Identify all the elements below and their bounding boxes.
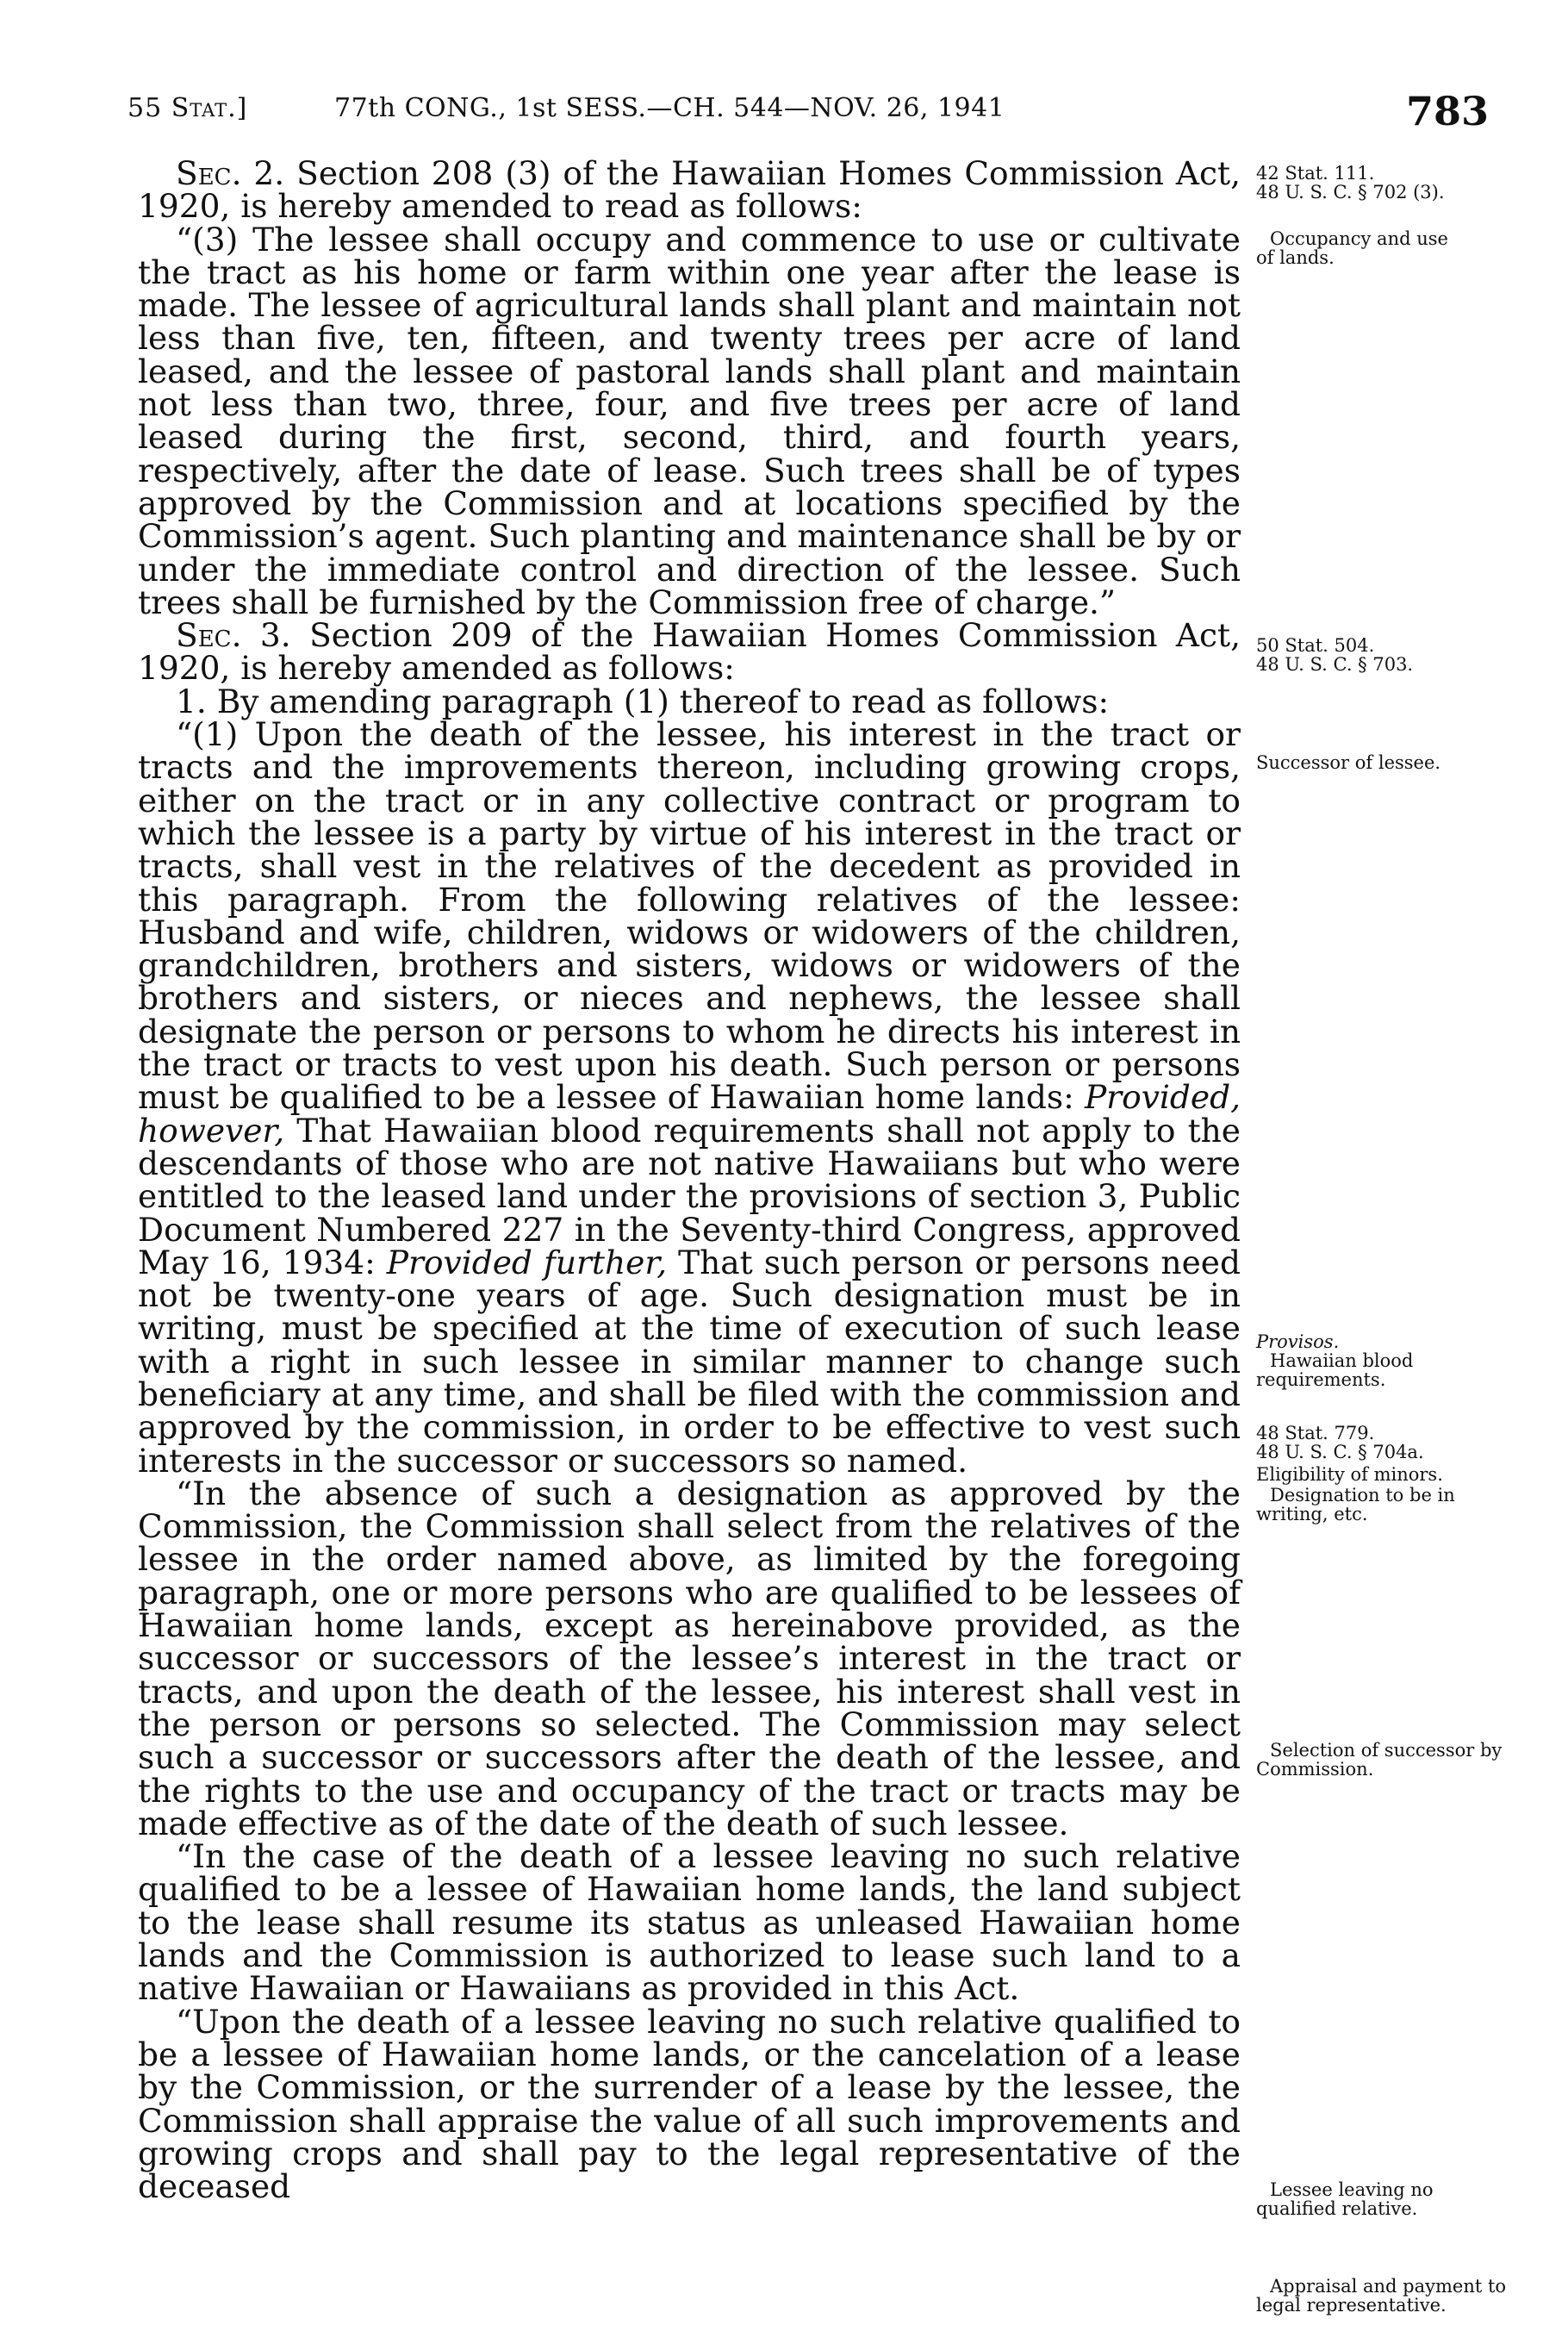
paragraph: “(3) The lessee shall occupy and commence to use or cultivate the tract as his home or farm within one year after the lease is made. The lessee of agricultural lands shall plant and maintain not less than five, ten, fifteen, and twenty trees per acre of land leased, and the lessee of pastoral lands shall plant and maintain not less than two, three, four, and five trees per acre of land leased during the first, second, third, and fourth years, respectively, after the date of lease. Such trees shall be of types approved by the Commission and at locations specified by the Commission’s agent. Such planting and maintenance shall be by or under the immediate control and direction of the lessee. Such trees shall be furnished by the Commission free of charge.” bbox=[138, 220, 1241, 621]
margin-note-citation bbox=[1256, 636, 1515, 674]
margin-note-provisos bbox=[1256, 1332, 1515, 1389]
margin-note-line: Appraisal and payment to legal representative. bbox=[1256, 2276, 1507, 2316]
margin-note-line: Designation to be in writing, etc. bbox=[1256, 1485, 1455, 1524]
page-number: 783 bbox=[1405, 88, 1489, 134]
paragraph-text: “(1) Upon the death of the lessee, his interest in the tract or tracts and the improvements thereon, including growing crops, either on the tract or in any collective contract or program to which the lessee is a party by virtue of his interest in the tract or tracts, shall vest in the relatives of the decedent as provided in this paragraph. From the following relatives of the lessee: Husband and wife, children, widows or widowers of the children, grandchildren, brothers and sisters, widows or widowers of the brothers and sisters, or nieces and nephews, the lessee shall designate the person or persons to whom he directs his interest in the tract or tracts to vest upon his death. Such person or persons must be qualified to be a lessee of Hawaiian home lands: bbox=[138, 715, 1241, 1117]
paragraph-text: That such person or persons need not be twenty-one years of age. Such designation must be in writing, must be specified at the time of execution of such lease with a right in such lessee in similar manner to change such beneficiary at any time, and shall be filed with the commission and approved by the commission, in order to be effective to vest such interests in the successor or successors so named. bbox=[138, 1243, 1241, 1480]
margin-note-line: 42 Stat. 111. bbox=[1256, 163, 1375, 184]
main-text bbox=[138, 154, 1241, 2206]
margin-note-no-relative bbox=[1256, 2180, 1515, 2218]
volume-reference: 55 Stat.] bbox=[128, 93, 248, 123]
margin-note-appraisal bbox=[1256, 2277, 1515, 2315]
section-label: Sec. 3. bbox=[176, 616, 291, 655]
paragraph: “In the absence of such a designation as approved by the Commission, the Commission shall select from the relatives of the lessee in the order named above, as limited by the foregoing paragraph, one or more persons who are qualified to be lessees of Hawaiian home lands, except as hereinabove provided, as the successor or successors of the lessee’s interest in the tract or tracts, and upon the death of the lessee, his interest shall vest in the person or persons so selected. The Commission may select such a successor or successors after the death of the lessee, and the rights to the use and occupancy of the tract or tracts may be made effective as of the date of the death of such lessee. bbox=[138, 1474, 1241, 1842]
margin-note-line: Successor of lessee. bbox=[1256, 752, 1441, 773]
margin-note-line: Lessee leaving no qualified relative. bbox=[1256, 2179, 1434, 2219]
margin-note-line: Provisos. bbox=[1256, 1331, 1340, 1352]
margin-note-line: Hawaiian blood requirements. bbox=[1256, 1350, 1414, 1390]
margin-note-designation bbox=[1256, 1486, 1515, 1524]
paragraph: “Upon the death of a lessee leaving no such relative qualified to be a lessee of Hawaiian home lands, or the cancelation of a lease by the Commission, or the surrender of a lease by the lessee, the Commission shall appraise the value of all such improvements and growing crops and shall pay to the legal representative of the deceased bbox=[138, 2002, 1241, 2206]
margin-note-line: Selection of successor by Commission. bbox=[1256, 1740, 1503, 1780]
margin-note-minors bbox=[1256, 1465, 1515, 1484]
paragraph bbox=[138, 715, 1241, 1480]
paragraph-text: Section 208 (3) of the Hawaiian Homes Commission Act, 1920, is hereby amended to read as follows: bbox=[138, 154, 1241, 226]
paragraph-text: That Hawaiian blood requirements shall not apply to the descendants of those who are not native Hawaiians but who were entitled to the leased land under the provisions of section 3, Public Document Numbered 227 in the Seventy-third Congress, approved May 16, 1934: bbox=[138, 1111, 1241, 1281]
paragraph bbox=[138, 154, 1241, 226]
margin-note-citation bbox=[1256, 1424, 1515, 1462]
paragraph-text: Section 209 of the Hawaiian Homes Commission Act, 1920, is hereby amended as follows: bbox=[138, 616, 1241, 688]
section-label: Sec. 2. bbox=[176, 154, 285, 192]
proviso-italic: Provided further, bbox=[386, 1243, 668, 1281]
margin-note-line: 48 Stat. 779. bbox=[1256, 1423, 1375, 1443]
margin-note-line: 48 U. S. C. § 703. bbox=[1256, 654, 1414, 675]
margin-note-line: 50 Stat. 504. bbox=[1256, 635, 1375, 656]
margin-note-selection bbox=[1256, 1741, 1515, 1779]
running-header bbox=[128, 88, 1489, 136]
margin-note-line: Eligibility of minors. bbox=[1256, 1464, 1443, 1485]
margin-note-occupancy bbox=[1256, 229, 1515, 267]
congress-session-heading: 77th CONG., 1st SESS.—CH. 544—NOV. 26, 1941 bbox=[334, 93, 1005, 123]
margin-note-line: Occupancy and use bbox=[1270, 228, 1448, 249]
margin-note-line: of lands. bbox=[1256, 247, 1335, 268]
margin-note-line: 48 U. S. C. § 702 (3). bbox=[1256, 182, 1445, 203]
proviso-italic: Provided, however, bbox=[138, 1078, 1241, 1150]
paragraph: “In the case of the death of a lessee leaving no such relative qualified to be a lessee of Hawaiian home lands, the land subject to the lease shall resume its status as unleased Hawaiian home lands and the Commission is authorized to lease such land to a native Hawaiian or Hawaiians as provided in this Act. bbox=[138, 1837, 1241, 2008]
margin-note-successor bbox=[1256, 753, 1515, 772]
paragraph bbox=[138, 616, 1241, 688]
margin-note-citation bbox=[1256, 164, 1515, 202]
margin-note-line: 48 U. S. C. § 704a. bbox=[1256, 1442, 1424, 1462]
paragraph: 1. By amending paragraph (1) thereof to read as follows: bbox=[176, 682, 1110, 720]
